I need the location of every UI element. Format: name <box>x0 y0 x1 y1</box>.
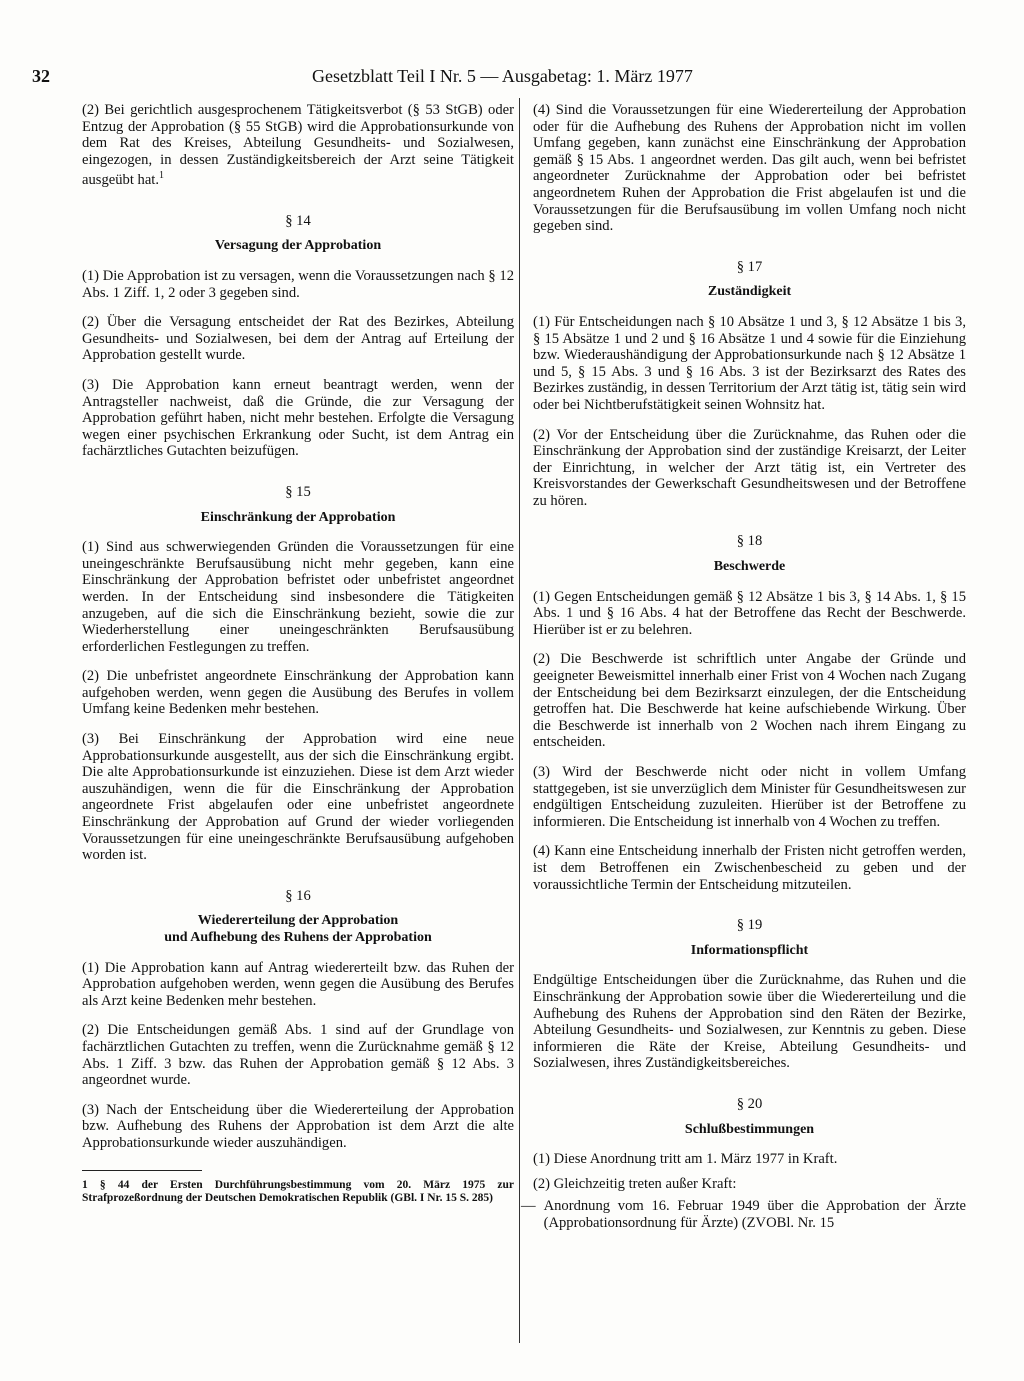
footnote-marker: 1 <box>159 170 165 182</box>
paragraph-s17-2: (2) Vor der Entscheidung über die Zurücknahme, das Ruhen oder die Einschränkung der Approbation sind der zuständige Kreisarzt, der Leiter der Einrichtung, in welcher der Arzt tätig ist, ein Vertreter des Kreisvorstandes der Gewerkschaft Gesundheitswesen und der Betroffene zu hören. <box>533 426 966 509</box>
paragraph-s14-1: (1) Die Approbation ist zu versagen, wenn die Voraussetzungen nach § 12 Abs. 1 Ziff. 1, 2 oder 3 gegeben sind. <box>82 268 514 301</box>
section-number-15: § 15 <box>285 483 311 500</box>
paragraph-s14-2: (2) Über die Versagung entscheidet der Rat des Bezirkes, Abteilung Gesundheits- und Sozialwesen, bei dem der Antrag auf Erteilung der Approbation gestellt wurde. <box>82 314 514 364</box>
footnote-rule <box>82 1170 202 1171</box>
paragraph-s16-2: (2) Die Entscheidungen gemäß Abs. 1 sind auf der Grundlage von fachärztlichen Gutachten zu treffen, wenn die Zurücknahme gemäß § 12 Abs. 1 Ziff. 3 bzw. das Ruhen der Approbation gemäß § 12 Abs. 3 angeordnet wurde. <box>82 1022 514 1089</box>
running-title: Gesetzblatt Teil I Nr. 5 — Ausgabetag: 1. März 1977 <box>312 66 693 86</box>
paragraph-text: (2) Bei gerichtlich ausgesprochenem Tätigkeitsverbot (§ 53 StGB) oder Entzug der Approbation (§ 55 StGB) wird die Approbationsurkunde von dem Rat des Kreises, Abteilung Gesundheits- und Sozialwesen, eingezogen, in dessen Zuständigkeitsbereich der Arzt seine Tätigkeit ausgeübt hat. <box>82 102 514 189</box>
column-divider <box>519 98 520 1343</box>
section-title-18: Beschwerde <box>713 559 786 575</box>
paragraph-s15-2: (2) Die unbefristet angeordnete Einschränkung der Approbation kann aufgehoben werden, wenn gegen die Ausübung des Berufes in vollem Umfang keine Bedenken mehr bestehen. <box>82 668 514 718</box>
right-column <box>521 102 966 1231</box>
page-number: 32 <box>32 66 50 86</box>
paragraph-s15-1: (1) Sind aus schwerwiegenden Gründen die Voraussetzungen für eine uneingeschränkte Berufsausübung nicht mehr gegeben, kann eine Einschränkung der Approbation befristet oder unbefristet angeordnet werden. In der Entscheidung sind insbesondere die Tätigkeiten anzugeben, auf die sich die Einschränkung bezieht, sowie die zur Wiederherstellung einer uneingeschränkten Berufsausübung erforderlichen Festlegungen zu treffen. <box>82 539 514 655</box>
repealed-item-text: Anordnung vom 16. Februar 1949 über die Approbation der Ärzte (Approbationsordnung für Ärzte) (ZVOBl. Nr. 15 <box>543 1198 966 1231</box>
section-number-20: § 20 <box>736 1095 763 1112</box>
paragraph-s18-3: (3) Wird der Beschwerde nicht oder nicht in vollem Umfang stattgegeben, ist sie unverzüglich dem Minister für Gesundheitswesen zur endgültigen Entscheidung zuzuleiten. Hierüber ist der Betroffene zu informieren. Die Entscheidung ist innerhalb von 4 Wochen zu treffen. <box>533 764 966 830</box>
paragraph-s20-1: (1) Diese Anordnung tritt am 1. März 1977 in Kraft. <box>533 1151 838 1168</box>
section-number-17: § 17 <box>736 258 763 275</box>
paragraph-s16-1: (1) Die Approbation kann auf Antrag wiedererteilt bzw. das Ruhen der Approbation aufgehoben werden, wenn gegen die Ausübung des Berufes als Arzt keine Bedenken mehr bestehen. <box>82 959 514 1009</box>
section-title-19: Informationspflicht <box>690 942 809 958</box>
section-title-15: Einschränkung der Approbation <box>200 509 396 525</box>
section-title-17: Zuständigkeit <box>707 284 792 300</box>
footnote: 1 § 44 der Ersten Durchführungsbestimmung vom 20. März 1975 zur Strafprozeßordnung der Deutschen Demokratischen Republik (GBl. I Nr. 15 S. 285) <box>82 1178 514 1204</box>
paragraph-s18-1: (1) Gegen Entscheidungen gemäß § 12 Absätze 1 bis 3, § 14 Abs. 1, § 15 Abs. 1 und § 16 Abs. 4 hat der Betroffene das Recht der Beschwerde. Hierüber ist er zu belehren. <box>533 588 966 638</box>
left-column <box>82 102 514 1205</box>
page-header <box>32 66 722 96</box>
section-number-18: § 18 <box>736 533 763 550</box>
section-title-14: Versagung der Approbation <box>214 238 382 254</box>
paragraph-s16-4: (4) Sind die Voraussetzungen für eine Wiedererteilung der Approbation oder für die Aufhebung des Ruhens der Approbation nicht im vollen Umfang gegeben, kann zunächst eine Einschränkung der Approbation gemäß § 15 Abs. 1 angeordnet werden. Das gilt auch, wenn bei befristet angeordneter Zurücknahme der Approbation oder bei befristet angeordnetem Ruhen der Approbation die Frist abgelaufen ist und die Voraussetzungen für die Berufsausübung im vollen Umfang noch nicht gegeben sind. <box>533 102 966 235</box>
paragraph-s17-1: (1) Für Entscheidungen nach § 10 Absätze 1 und 3, § 12 Absätze 1 bis 3, § 15 Absätze 1 und 2 und § 16 Absätze 1 und 4 sowie für die Einziehung bzw. Wiederaushändigung der Approbationsurkunde nach § 12 Absätze 1 und 5, § 15 Abs. 3 und § 16 Abs. 3 ist der Bezirksarzt des Rates des Bezirkes zuständig, in dessen Territorium der Arzt tätig ist, tätig sein wird oder bei Nichtberufstätigkeit seinen Wohnsitz hat. <box>533 313 966 413</box>
paragraph-s19-1: Endgültige Entscheidungen über die Zurücknahme, das Ruhen und die Einschränkung der Approbation sowie über die Wiedererteilung und die Aufhebung des Ruhens der Approbation sind den Räten der Bezirke, Abteilung Gesundheits- und Sozialwesen, zur Kenntnis zu geben. Diese informieren die Räte der Kreise, Abteilung Gesundheits- und Sozialwesen, ihres Zuständigkeitsbereiches. <box>533 972 966 1072</box>
section-title-16 <box>82 913 514 946</box>
repealed-item <box>521 1198 966 1231</box>
paragraph-s18-4: (4) Kann eine Entscheidung innerhalb der Fristen nicht getroffen werden, ist dem Betroffenen ein Zwischenbescheid zu geben und der voraussichtliche Termin der Entscheidung mitzuteilen. <box>533 843 966 893</box>
section-title-16-line1: Wiedererteilung der Approbation <box>197 913 399 929</box>
section-number-14: § 14 <box>285 212 311 229</box>
section-title-16-line2: und Aufhebung des Ruhens der Approbation <box>164 930 432 946</box>
paragraph-s18-2: (2) Die Beschwerde ist schriftlich unter Angabe der Gründe und geeigneter Beweismittel innerhalb einer Frist von 4 Wochen nach Zugang der Entscheidung bei dem Bezirksarzt einzulegen, der die Entscheidung getroffen hat. Die Beschwerde hat keine aufschiebende Wirkung. Über die Beschwerde ist innerhalb von 2 Wochen nach ihrem Eingang zu entscheiden. <box>533 651 966 751</box>
paragraph-s16-3: (3) Nach der Entscheidung über die Wiedererteilung der Approbation bzw. Aufhebung des Ruhens der Approbation ist dem Arzt die alte Approbationsurkunde wieder auszuhändigen. <box>82 1101 514 1151</box>
paragraph-s13-2 <box>82 102 514 189</box>
section-title-20: Schlußbestimmungen <box>684 1121 815 1137</box>
paragraph-s15-3: (3) Bei Einschränkung der Approbation wird eine neue Approbationsurkunde ausgestellt, aus der sich die Einschränkung ergibt. Die alte Approbationsurkunde ist einzuziehen. Diese ist dem Arzt wieder auszuhändigen, wenn die für die Einschränkung der Approbation angeordnete Frist abgelaufen oder eine unbefristet angeordnete Einschränkung der Approbation auf Grund der wieder vorliegenden Voraussetzungen für eine uneingeschränkte Berufsausübung aufgehoben worden ist. <box>82 731 514 864</box>
section-number-16: § 16 <box>285 887 311 904</box>
section-number-19: § 19 <box>736 917 763 934</box>
dash-marker: — <box>521 1198 536 1215</box>
paragraph-s20-2: (2) Gleichzeitig treten außer Kraft: <box>533 1175 737 1192</box>
paragraph-s14-3: (3) Die Approbation kann erneut beantragt werden, wenn der Antragsteller nachweist, daß die Gründe, die zur Versagung der Approbation geführt haben, nicht mehr bestehen. Erfolgte die Versagung wegen einer psychischen Erkrankung oder Sucht, ist dem Antrag ein fachärztliches Gutachten beizufügen. <box>82 376 514 460</box>
